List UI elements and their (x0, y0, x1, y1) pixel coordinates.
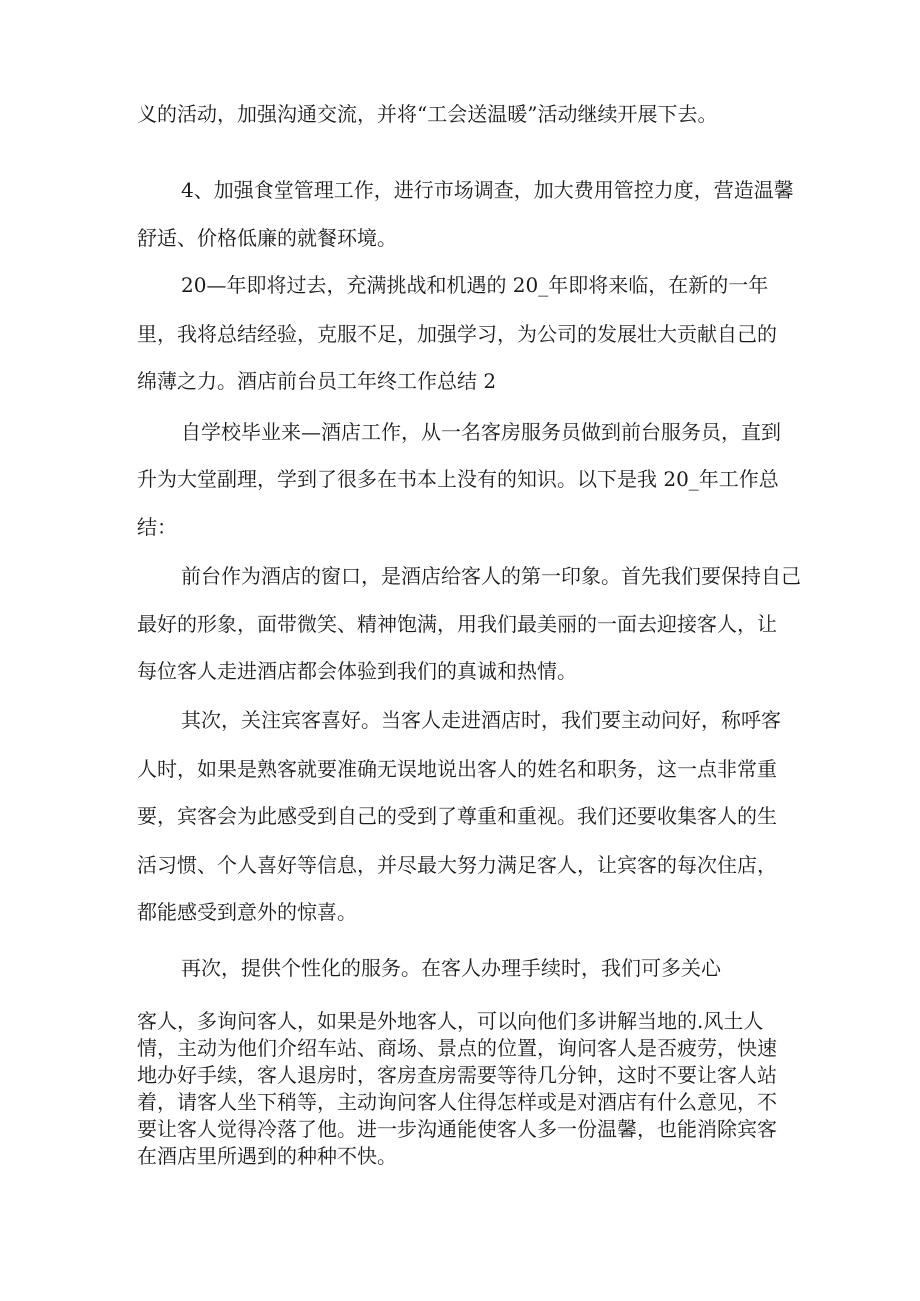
paragraph-line: 在酒店里所遇到的种种不快。 (137, 1144, 397, 1168)
paragraph-line: 情，主动为他们介绍车站、商场、景点的位置，询问客人是否疲劳，快速 (137, 1036, 777, 1060)
paragraph-line: 其次，关注宾客喜好。当客人走进酒店时，我们要主动问好，称呼客 (181, 708, 781, 732)
paragraph-line: 义的活动，加强沟通交流，并将“工会送温暖”活动继续开展下去。 (137, 102, 718, 126)
paragraph-line: 都能感受到意外的惊喜。 (137, 900, 357, 924)
paragraph-line: 要，宾客会为此感受到自己的受到了尊重和重视。我们还要收集客人的生 (137, 804, 777, 828)
paragraph-line: 每位客人走进酒店都会体验到我们的真诚和热情。 (137, 659, 577, 683)
paragraph-line: 人时，如果是熟客就要准确无误地说出客人的姓名和职务，这一点非常重 (137, 757, 777, 781)
paragraph-line: 活习惯、个人喜好等信息，并尽最大努力满足客人，让宾客的每次住店， (137, 853, 777, 877)
paragraph-line: 绵薄之力。酒店前台员工年终工作总结 2 (137, 369, 497, 393)
paragraph-line: 里，我将总结经验，克服不足，加强学习，为公司的发展壮大贡献自己的 (137, 322, 777, 346)
paragraph-line: 升为大堂副理，学到了很多在书本上没有的知识。以下是我 20_年工作总 (137, 467, 779, 491)
paragraph-line: 舒适、价格低廉的就餐环境。 (137, 226, 397, 250)
paragraph-line: 客人，多询问客人，如果是外地客人，可以向他们多讲解当地的.风土人 (137, 1009, 764, 1033)
paragraph-line: 地办好手续，客人退房时，客房查房需要等待几分钟，这时不要让客人站 (137, 1063, 777, 1087)
paragraph-line: 20—年即将过去，充满挑战和机遇的 20_年即将来临，在新的一年 (181, 273, 769, 297)
paragraph-line: 再次，提供个性化的服务。在客人办理手续时，我们可多关心 (181, 956, 721, 980)
paragraph-line: 最好的形象，面带微笑、精神饱满，用我们最美丽的一面去迎接客人，让 (137, 612, 777, 636)
paragraph-line: 4、加强食堂管理工作，进行市场调查，加大费用管控力度，营造温馨 (181, 178, 794, 202)
paragraph-line: 着，请客人坐下稍等，主动询问客人住得怎样或是对酒店有什么意见，不 (137, 1090, 777, 1114)
paragraph-line: 结： (137, 515, 177, 539)
paragraph-line: 要让客人觉得冷落了他。进一步沟通能使客人多一份温馨，也能消除宾客 (137, 1117, 777, 1141)
paragraph-line: 自学校毕业来—酒店工作，从一名客房服务员做到前台服务员，直到 (181, 420, 781, 444)
paragraph-line: 前台作为酒店的窗口，是酒店给客人的第一印象。首先我们要保持自己 (181, 564, 801, 588)
